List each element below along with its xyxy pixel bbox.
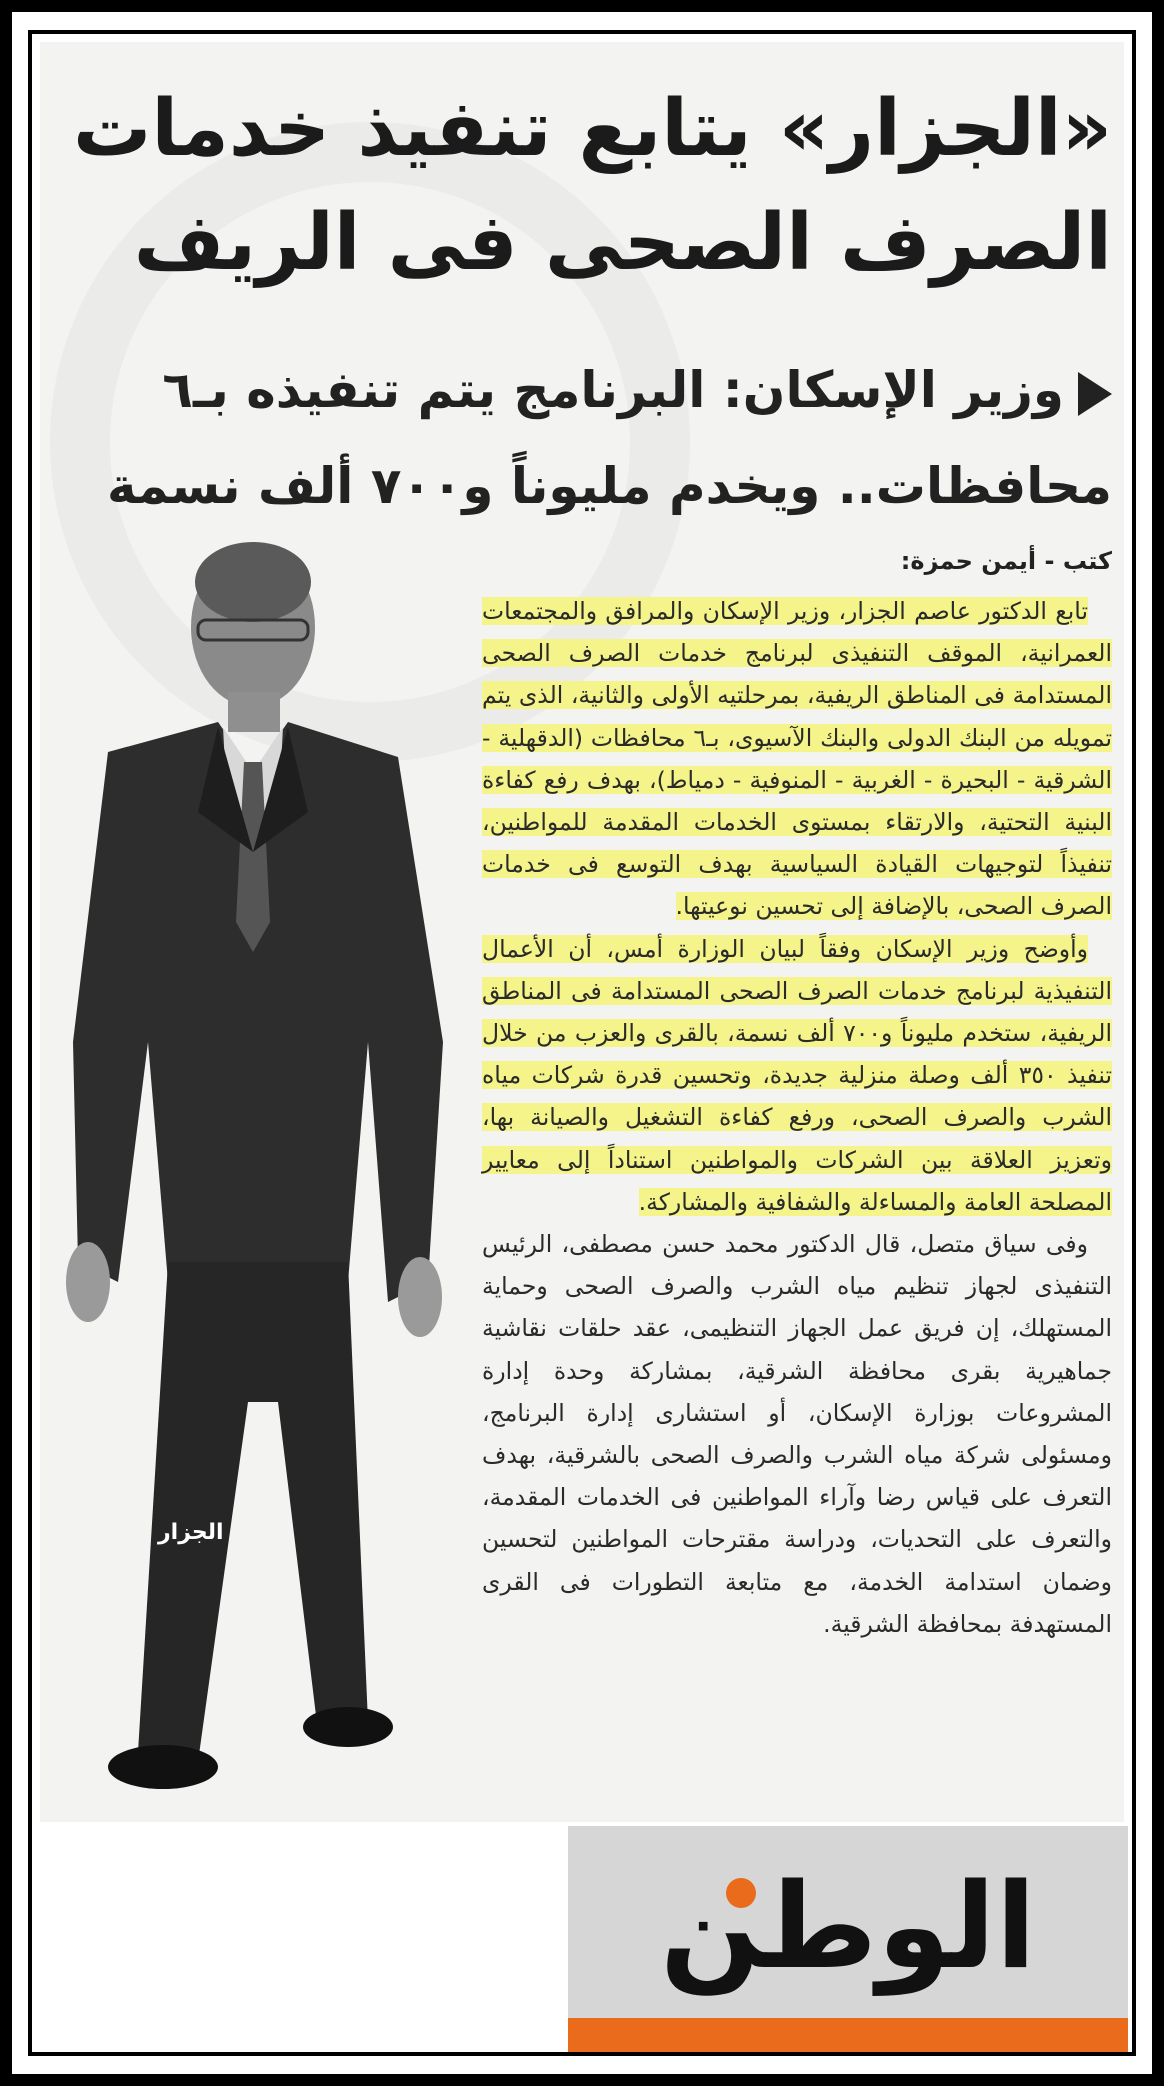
arrow-icon [1078,372,1112,416]
page-frame [12,12,1152,2074]
subheadline-line-1: وزير الإسكان: البرنامج يتم تنفيذه بـ٦ [162,361,1064,419]
article-body [482,590,1112,1645]
headline-line-1: «الجزار» يتابع تنفيذ خدمات [72,84,1112,174]
subheadline [52,342,1112,534]
newspaper-clipping [40,42,1124,1822]
subheadline-line-2: محافظات.. ويخدم مليوناً و٧٠٠ ألف نسمة [107,457,1112,515]
paragraph-1: تابع الدكتور عاصم الجزار، وزير الإسكان والمرافق والمجتمعات العمرانية، الموقف التنفيذى لبرنامج خدمات الصرف الصحى المستدامة فى المناطق الريفية، بمرحلتيه الأولى والثانية، الذى يتم تمويله من البنك الدولى والبنك الآسيوى، بـ٦ محافظات (الدقهلية - الشرقية - البحيرة - الغربية - المنوفية - دمياط)، بهدف رفع كفاءة البنية التحتية، والارتقاء بمستوى الخدمات المقدمة للمواطنين، تنفيذاً لتوجيهات القيادة السياسية بهدف التوسع فى خدمات الصرف الصحى، بالإضافة إلى تحسين نوعيتها. [482,597,1112,921]
photo-caption: الجزار [158,1520,224,1545]
newspaper-logo [568,1826,1128,2056]
logo-stripe [568,2018,1128,2056]
logo-wordmark: الوطن [659,1857,1037,1995]
minister-photo [48,522,488,1792]
paragraph-3: وفى سياق متصل، قال الدكتور محمد حسن مصطفى، الرئيس التنفيذى لجهاز تنظيم مياه الشرب والصرف الصحى وحماية المستهلك، إن فريق عمل الجهاز التنظيمى، عقد حلقات نقاشية جماهيرية بقرى محافظة الشرقية، بمشاركة وحدة إدارة المشروعات بوزارة الإسكان، أو استشارى إدارة البرنامج، ومسئولى شركة مياه الشرب والصرف الصحى بالشرقية، بهدف التعرف على قياس رضا وآراء المواطنين فى الخدمات المقدمة، والتعرف على التحديات، ودراسة مقترحات المواطنين لتحسين وضمان استدامة الخدمة، مع متابعة التطورات فى القرى المستهدفة بمحافظة الشرقية. [482,1230,1112,1638]
headline [52,72,1112,300]
paragraph-2: وأوضح وزير الإسكان وفقاً لبيان الوزارة أمس، أن الأعمال التنفيذية لبرنامج خدمات الصرف الصحى المستدامة فى المناطق الريفية، ستخدم مليوناً و٧٠٠ ألف نسمة، بالقرى والعزب من خلال تنفيذ ٣٥٠ ألف وصلة منزلية جديدة، وتحسين قدرة شركات مياه الشرب والصرف الصحى، ورفع كفاءة التشغيل والصيانة بها، وتعزيز العلاقة بين الشركات والمواطنين استناداً إلى معايير المصلحة العامة والمساءلة والشفافية والمشاركة. [482,934,1112,1216]
headline-line-2: الصرف الصحى فى الريف [133,198,1112,288]
clipping-border [28,30,1136,2056]
byline: كتب - أيمن حمزة: [900,547,1112,575]
